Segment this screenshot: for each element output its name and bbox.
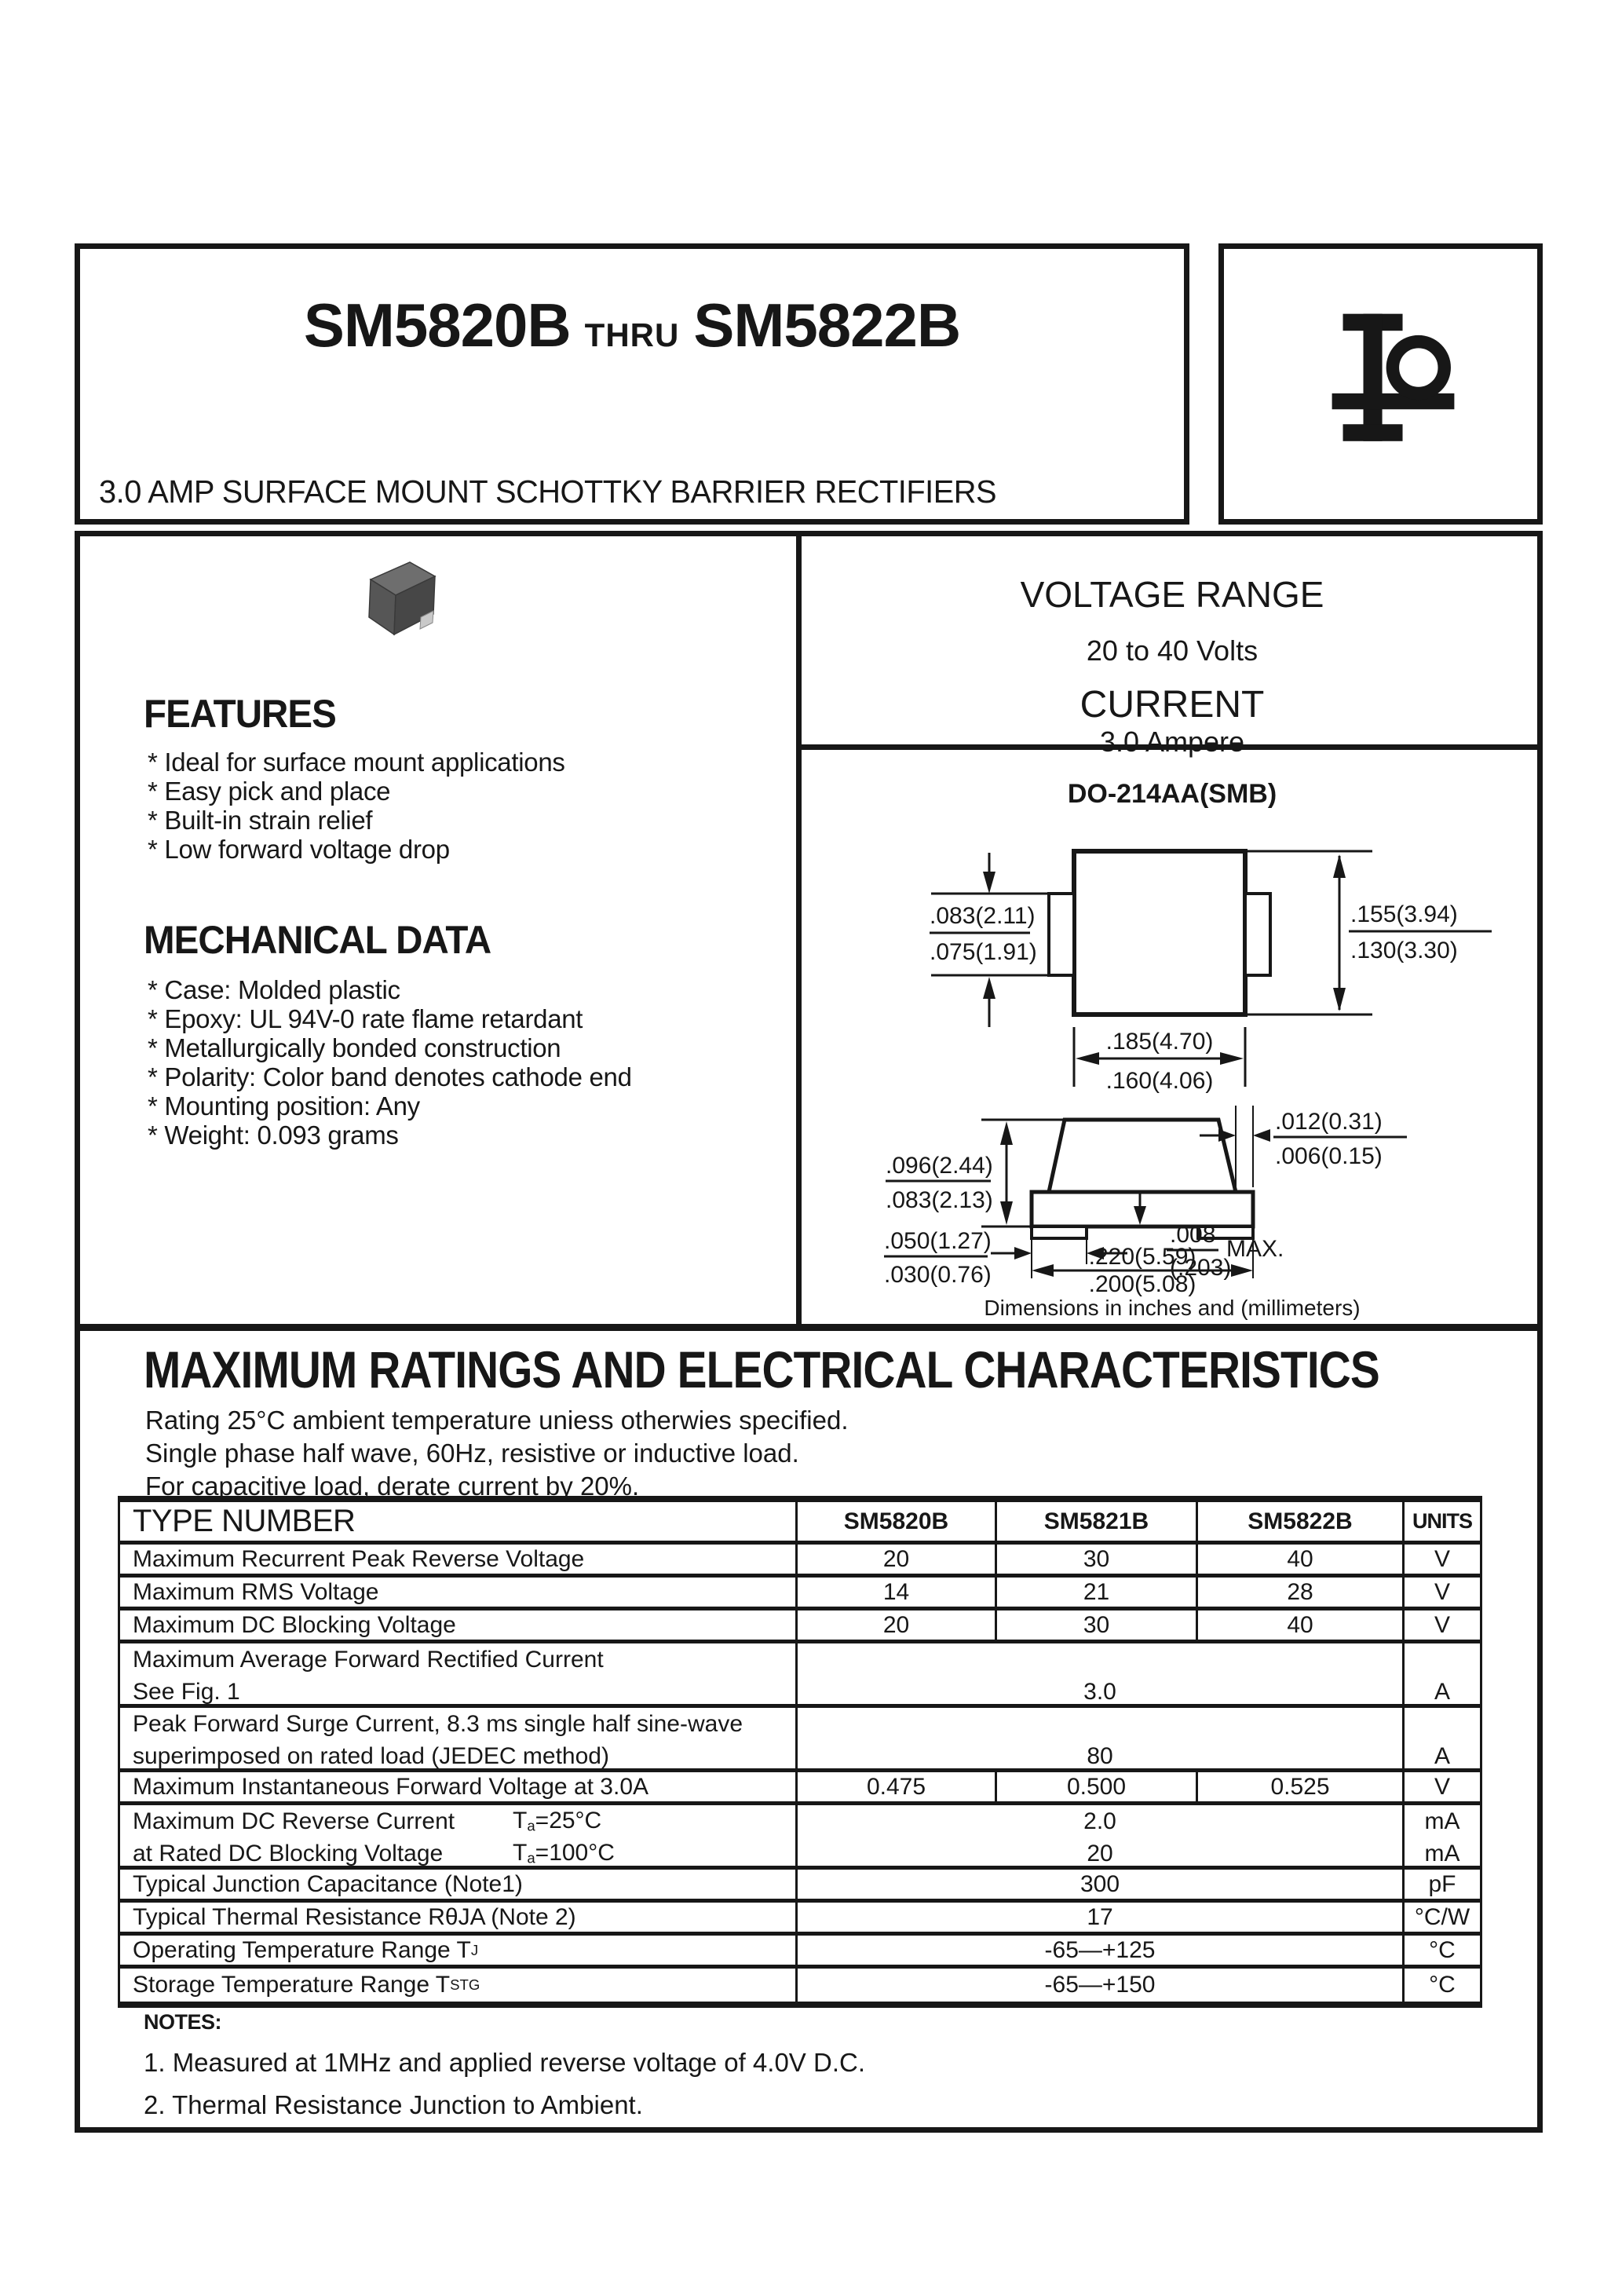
- row-unit: V: [1402, 1578, 1480, 1607]
- note-item: 1. Measured at 1MHz and applied reverse voltage of 4.0V D.C.: [144, 2048, 865, 2077]
- dim-label: .160(4.06): [1105, 1068, 1214, 1094]
- row-unit: V: [1402, 1772, 1480, 1801]
- table-row: [120, 1578, 1480, 1610]
- mechanical-heading: MECHANICAL DATA: [144, 918, 491, 962]
- dim-label: .200(5.08): [1088, 1271, 1196, 1297]
- row-label: Typical Thermal Resistance RθJA (Note 2): [120, 1903, 798, 1932]
- condition-line: Rating 25°C ambient temperature uniess otherwies specified.: [145, 1406, 849, 1435]
- row-label: Maximum RMS Voltage: [120, 1578, 798, 1607]
- title-model-end: SM5822B: [693, 291, 961, 360]
- row-label: Operating Temperature Range T J: [120, 1936, 798, 1965]
- table-row: [120, 1772, 1480, 1805]
- row-label: Maximum Average Forward Rectified Current: [120, 1643, 798, 1676]
- package-photo-icon: [353, 556, 448, 646]
- doc-title: [80, 290, 1184, 361]
- mechanical-item: * Metallurgically bonded construction: [148, 1033, 561, 1062]
- feature-item: * Ideal for surface mount applications: [148, 748, 565, 777]
- row-label: [120, 1837, 798, 1870]
- row-unit: A: [1402, 1676, 1480, 1708]
- features-heading: FEATURES: [144, 692, 336, 736]
- header-box: [75, 243, 1189, 525]
- dim-label: .185(4.70): [1105, 1029, 1214, 1055]
- dim-label: .130(3.30): [1350, 938, 1458, 963]
- ratings-conditions: [145, 1404, 849, 1503]
- row-unit: V: [1402, 1610, 1480, 1640]
- row-value: 30: [997, 1545, 1198, 1574]
- row-label-text: Storage Temperature Range T: [133, 1972, 451, 1998]
- note-item: 2. Thermal Resistance Junction to Ambient.: [144, 2090, 643, 2119]
- row-label: Storage Temperature Range T STG: [120, 1969, 798, 2002]
- row-unit: °C: [1402, 1936, 1480, 1965]
- row-value: [798, 1708, 1402, 1740]
- io-logo-shapes: [1332, 314, 1455, 441]
- mechanical-item: * Polarity: Color band denotes cathode end: [148, 1062, 632, 1091]
- row-value: 3.0: [1083, 1678, 1116, 1705]
- row-value: 14: [798, 1578, 997, 1607]
- vertical-divider: [796, 534, 802, 1329]
- row-value: 80: [1087, 1742, 1113, 1769]
- row-condition: Ta=25°C: [513, 1808, 602, 1834]
- current-heading: CURRENT: [1080, 684, 1265, 726]
- features-list: [148, 748, 565, 864]
- dim-label: .012(0.31): [1275, 1109, 1383, 1135]
- row-label: See Fig. 1: [120, 1676, 798, 1708]
- row-value: [798, 1643, 1402, 1676]
- row-value: 40: [1287, 1545, 1313, 1572]
- row-unit: A: [1402, 1740, 1480, 1772]
- row-condition: Ta=100°C: [513, 1840, 615, 1866]
- row-value: 30: [997, 1610, 1198, 1640]
- feature-item: * Easy pick and place: [148, 777, 391, 806]
- dim-label: .008: [1170, 1222, 1216, 1248]
- row-value: 0.525: [1270, 1773, 1330, 1800]
- dim-label: .030(0.76): [884, 1262, 992, 1288]
- row-unit: V: [1402, 1545, 1480, 1574]
- mechanical-list: [148, 975, 632, 1150]
- model-header: SM5822B: [1248, 1508, 1353, 1534]
- row-unit: mA: [1402, 1805, 1480, 1837]
- row-label: Maximum Instantaneous Forward Voltage at 3.0A: [120, 1772, 798, 1801]
- row-unit: [1402, 1708, 1480, 1740]
- row-label: Maximum Recurrent Peak Reverse Voltage: [120, 1545, 798, 1574]
- row-value: 300: [1080, 1870, 1120, 1897]
- ratings-table: [118, 1496, 1482, 2008]
- feature-item: * Low forward voltage drop: [148, 835, 450, 864]
- notes-heading: NOTES:: [144, 2010, 222, 2034]
- title-model-start: SM5820B: [303, 291, 571, 360]
- row-value: 28: [1287, 1578, 1313, 1605]
- table-row: [120, 1545, 1480, 1578]
- voltage-range-heading: VOLTAGE RANGE: [1020, 574, 1324, 615]
- table-row: [120, 1936, 1480, 1969]
- row-value: -65—+150: [1044, 1972, 1156, 1998]
- package-name: DO-214AA(SMB): [1067, 779, 1277, 809]
- table-row: [120, 1969, 1480, 2002]
- row-unit: °C: [1402, 1969, 1480, 2002]
- dim-label: .083(2.11): [930, 903, 1036, 929]
- ratings-heading: MAXIMUM RATINGS AND ELECTRICAL CHARACTERISTICS: [144, 1340, 1379, 1398]
- row-value: 0.475: [798, 1772, 997, 1801]
- table-row: [120, 1643, 1480, 1708]
- voltage-range-value: 20 to 40 Volts: [1086, 634, 1259, 667]
- current-value: 3.0 Ampere: [1099, 726, 1245, 758]
- row-label-text: at Rated DC Blocking Voltage: [133, 1840, 444, 1866]
- row-value: 20: [798, 1545, 997, 1574]
- row-label: Peak Forward Surge Current, 8.3 ms single half sine-wave: [120, 1708, 798, 1740]
- row-unit: [1402, 1643, 1480, 1676]
- logo-box: [1218, 243, 1543, 525]
- row-value: 21: [997, 1578, 1198, 1607]
- package-side-view-drawing: [864, 1099, 1503, 1297]
- condition-line: Single phase half wave, 60Hz, resistive or inductive load.: [145, 1439, 799, 1468]
- dim-label: .050(1.27): [884, 1228, 992, 1254]
- mechanical-item: * Mounting position: Any: [148, 1091, 420, 1121]
- model-header: SM5821B: [997, 1502, 1198, 1541]
- row-label: superimposed on rated load (JEDEC method): [120, 1740, 798, 1772]
- chip-faces: [369, 562, 435, 634]
- row-label: Typical Junction Capacitance (Note1): [120, 1870, 798, 1899]
- feature-item: * Built-in strain relief: [148, 806, 373, 835]
- table-row: [120, 1610, 1480, 1643]
- type-number-header: TYPE NUMBER: [120, 1502, 798, 1541]
- table-row: [120, 1805, 1480, 1870]
- dim-label: .075(1.91): [930, 939, 1037, 965]
- dim-label: .220(5.59): [1088, 1244, 1196, 1270]
- io-logo-icon: [1311, 304, 1460, 468]
- row-value: 20: [798, 1610, 997, 1640]
- dim-label: .155(3.94): [1350, 901, 1458, 927]
- dim-label: MAX.: [1226, 1236, 1284, 1262]
- mechanical-item: * Weight: 0.093 grams: [148, 1121, 399, 1150]
- row-label-text: Maximum DC Reverse Current: [133, 1808, 455, 1834]
- table-row: [120, 1903, 1480, 1936]
- table-row: [120, 1708, 1480, 1772]
- row-label-text: Operating Temperature Range T: [133, 1936, 471, 1963]
- row-value: 2.0: [1083, 1808, 1116, 1834]
- table-header-row: [120, 1502, 1480, 1545]
- row-label: [120, 1805, 798, 1837]
- dim-label: .083(2.13): [886, 1187, 993, 1213]
- mechanical-item: * Case: Molded plastic: [148, 975, 400, 1004]
- units-header: UNITS: [1402, 1502, 1480, 1541]
- row-unit: mA: [1402, 1837, 1480, 1870]
- table-row: [120, 1870, 1480, 1903]
- package-top-view-drawing: [864, 834, 1503, 1107]
- dim-label: .096(2.44): [886, 1153, 993, 1179]
- row-value: -65—+125: [1044, 1936, 1156, 1963]
- row-label: Maximum DC Blocking Voltage: [120, 1610, 798, 1640]
- title-thru: THRU: [584, 316, 680, 353]
- doc-subtitle: 3.0 AMP SURFACE MOUNT SCHOTTKY BARRIER RECTIFIERS: [99, 473, 997, 510]
- row-value: 40: [1287, 1611, 1313, 1638]
- mechanical-item: * Epoxy: UL 94V-0 rate flame retardant: [148, 1004, 583, 1033]
- ratings-section-divider: [78, 1324, 1540, 1331]
- top-view-outline: [1049, 851, 1270, 1015]
- row-unit: pF: [1402, 1870, 1480, 1899]
- row-value: 20: [1087, 1840, 1113, 1866]
- condition-line: For capacitive load, derate current by 20%.: [145, 1472, 640, 1501]
- row-value: 17: [1087, 1903, 1113, 1930]
- package-caption: Dimensions in inches and (millimeters): [984, 1296, 1361, 1320]
- row-unit: °C/W: [1402, 1903, 1480, 1932]
- model-header: SM5820B: [798, 1502, 997, 1541]
- dim-label: .006(0.15): [1275, 1143, 1383, 1169]
- row-value: 0.500: [997, 1772, 1198, 1801]
- dim-label: (.203): [1170, 1255, 1232, 1281]
